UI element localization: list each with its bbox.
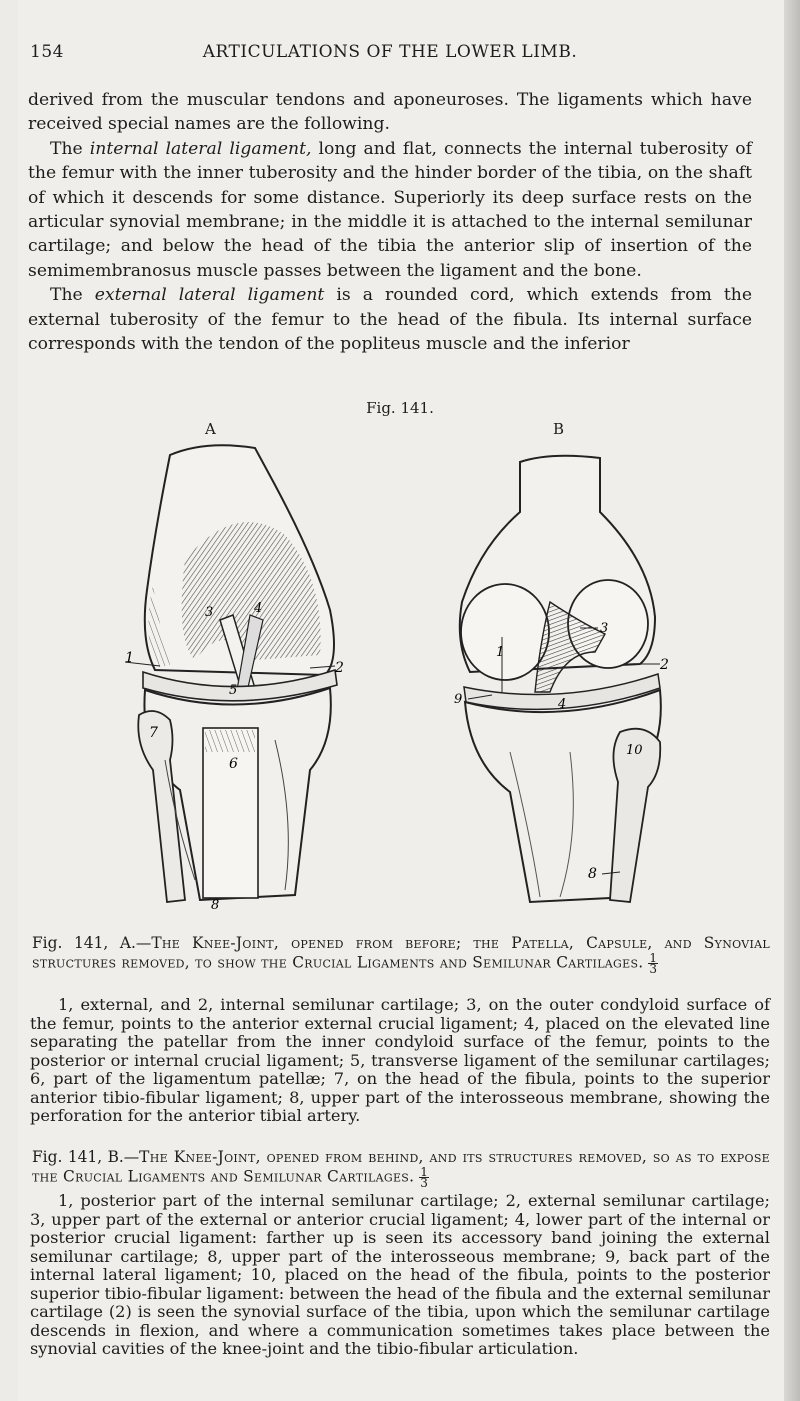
ligamentum-patellae-shape [203, 728, 258, 898]
caption-b-legend-text: 1, posterior part of the internal semilunar cartilage; 2, external semilunar cartilage; 3, upper part of the external or anterior crucial ligament; 4, lower part of the internal or posterior crucial ligament: farther up is seen its accessory band joining the external semilunar cartilage; 8, upper part of the interosseous membrane; 9, back part of the internal lateral ligament; 10, placed on the head of the fibula, points to the posterior superior tibio-fibular ligament: between the head of the fibula and the external semilunar cartilage (2) is seen the synovial surface of the tibia, upon which the semilunar cartilage descends in flexion, and where a communication sometimes takes place between the synovial cavities of the knee-joint and the tibio-fibular articulation. [30, 1191, 770, 1358]
figure-a-label-6: 6 [229, 756, 238, 772]
figure-b-label-10: 10 [626, 743, 643, 758]
figure-panel-a-letter: A [205, 420, 216, 438]
figure-a-label-7: 7 [149, 725, 158, 741]
caption-a-scale [648, 950, 658, 976]
paragraph-1: derived from the muscular tendons and aponeuroses. The ligaments which have received special names are the following. [28, 90, 752, 135]
caption-b-legend [30, 1192, 770, 1359]
caption-a-scale-numerator: 1 [649, 950, 658, 965]
caption-b-title: The Knee-Joint, opened from behind, and its structures removed, so as to expose the Crucial Ligaments and Semilunar Cartilages. [32, 1148, 770, 1186]
figure-b-label-8: 8 [588, 866, 597, 882]
figure-b-label-2: 2 [660, 657, 669, 673]
caption-b-scale [419, 1164, 429, 1190]
figure-a-label-5: 5 [229, 683, 238, 698]
caption-a-legend-text: 1, external, and 2, internal semilunar cartilage; 3, on the outer condyloid surface of the femur, points to the anterior external crucial ligament; 4, placed on the elevated line separating the patellar from the inner condyloid surface of the femur, points to the posterior or internal crucial ligament; 5, transverse ligament of the semilunar cartilages; 6, part of the ligamentum patellæ; 7, on the head of the fibula, points to the superior anterior tibio-fibular ligament; 8, upper part of the interosseous membrane, showing the perforation for the anterior tibial artery. [30, 995, 770, 1125]
running-head [30, 42, 750, 68]
knee-joint-anterior-illustration [125, 440, 350, 910]
paragraph-3 [28, 283, 752, 356]
page-number: 154 [30, 42, 64, 62]
paragraph-2 [28, 137, 752, 283]
caption-a-legend [30, 996, 770, 1126]
figure-a-label-8: 8 [211, 898, 220, 910]
figure-b-label-1: 1 [496, 645, 505, 660]
paragraph-3-rest: is a rounded cord, which extends from the external tuberosity of the femur to the head of the fibula. Its internal surface corresponds with the tendon of the popliteus muscle and the inferior [28, 285, 752, 355]
figure-b-label-3: 3 [600, 621, 609, 636]
caption-a-prefix: Fig. 141, A.— [32, 934, 152, 952]
figure-a-label-4: 4 [254, 601, 263, 616]
paragraph-2-lead: The [50, 138, 90, 159]
internal-condyle-shape [461, 584, 549, 680]
caption-a-heading [32, 934, 770, 974]
term-external-lateral-ligament: external lateral ligament [94, 285, 325, 306]
caption-a-scale-denominator: 3 [649, 961, 658, 976]
figure-title: Fig. 141. [366, 399, 434, 417]
caption-a-title: The Knee-Joint, opened from before; the Patella, Capsule, and Synovial structures removed, to show the Crucial Ligaments and Semilunar Cartilages. [32, 934, 770, 972]
figure-a-label-2: 2 [335, 660, 344, 676]
figure-b-label-4: 4 [558, 697, 567, 712]
figure-a-label-3: 3 [205, 605, 214, 620]
knee-joint-posterior-illustration [450, 452, 675, 914]
figure-b-label-9: 9 [454, 692, 463, 707]
figure-panel-b-letter: B [553, 420, 565, 438]
figure-a-label-1: 1 [125, 650, 134, 666]
caption-b-scale-denominator: 3 [420, 1175, 428, 1190]
paragraph-2-rest: long and flat, connects the internal tuberosity of the femur with the inner tuberosity and the hinder border of the tibia, on the shaft of which it descends for some distance. Superiorly its deep surface rests on the articular synovial membrane; in the middle it is attached to the internal semilunar cartilage; and below the head of the tibia the anterior slip of insertion of the semimembranosus muscle passes between the ligament and the bone. [28, 138, 753, 281]
chapter-title: ARTICULATIONS OF THE LOWER LIMB. [202, 42, 578, 62]
caption-b-scale-numerator: 1 [420, 1164, 428, 1179]
term-internal-lateral-ligament: internal lateral ligament, [89, 138, 312, 159]
page-edge-shadow [784, 0, 800, 1401]
paragraph-3-lead: The [50, 285, 95, 306]
caption-b-heading [32, 1148, 770, 1188]
caption-b-prefix: Fig. 141, B.— [32, 1148, 140, 1166]
body-text [28, 88, 752, 356]
